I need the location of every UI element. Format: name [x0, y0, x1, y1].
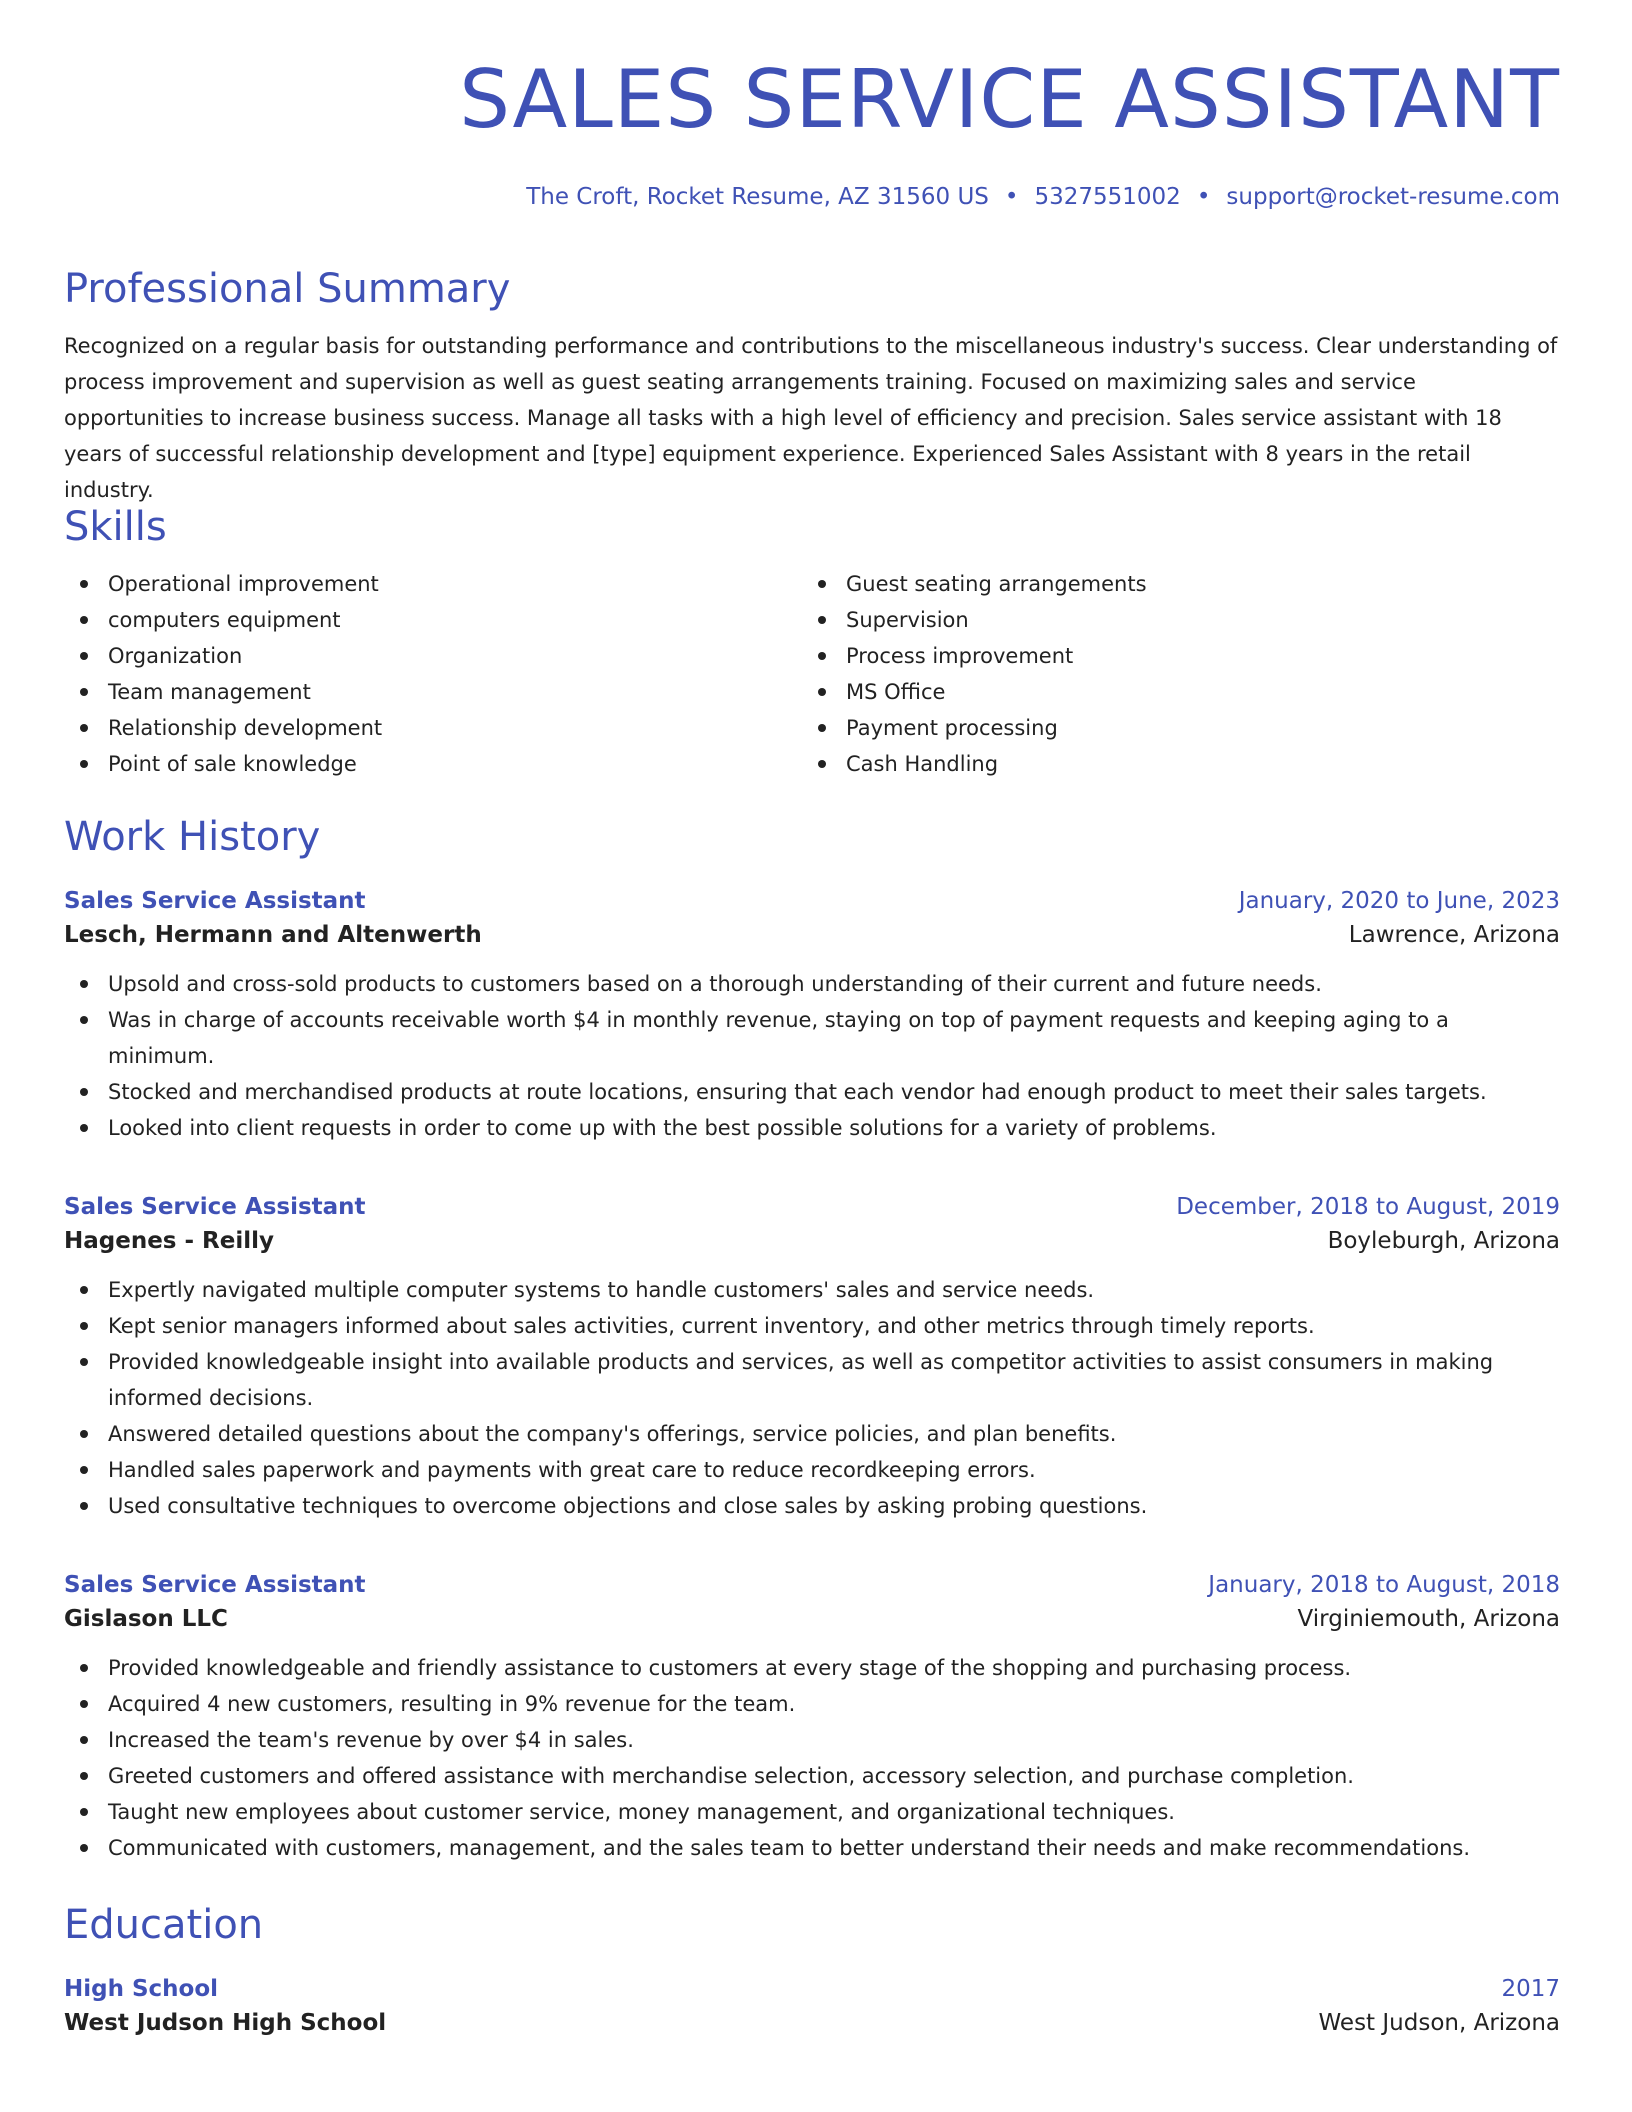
job-bullet: Stocked and merchandised products at route locations, ensuring that each vendor had enough product to meet their sales targets.	[64, 1074, 1560, 1110]
job-bullet: Used consultative techniques to overcome objections and close sales by asking probing questions.	[64, 1488, 1560, 1524]
job-role: Sales Service Assistant	[64, 888, 366, 914]
job-role: Sales Service Assistant	[64, 1194, 366, 1220]
skill-item: Process improvement	[802, 638, 1540, 674]
job-subheader	[64, 1600, 1560, 1638]
skill-item: Operational improvement	[64, 566, 802, 602]
skills-grid	[64, 566, 1560, 782]
job-bullet: Handled sales paperwork and payments with great care to reduce recordkeeping errors.	[64, 1452, 1560, 1488]
job-bullet: Acquired 4 new customers, resulting in 9% revenue for the team.	[64, 1686, 1560, 1722]
job-bullet: Expertly navigated multiple computer systems to handle customers' sales and service needs.	[64, 1272, 1560, 1308]
job-bullet: Answered detailed questions about the company's offerings, service policies, and plan benefits.	[64, 1416, 1560, 1452]
skill-item: MS Office	[802, 674, 1540, 710]
resume-page	[64, 52, 1560, 2042]
job-bullets	[64, 966, 1560, 1146]
contact-line	[64, 182, 1560, 212]
summary-text: Recognized on a regular basis for outstanding performance and contributions to the miscellaneous industry's success. Clear understanding of process improvement and supervision as well as guest seating arrangements training. Focused on maximizing sales and service opportunities to increase business success. Manage all tasks with a high level of efficiency and precision. Sales service assistant with 18 years of successful relationship development and [type] equipment experience. Experienced Sales Assistant with 8 years in the retail industry.	[64, 334, 1558, 502]
contact-separator: •	[1196, 184, 1211, 210]
job-bullet: Communicated with customers, management, and the sales team to better understand their needs and make recommendations.	[64, 1830, 1560, 1866]
job-bullet: Provided knowledgeable and friendly assistance to customers at every stage of the shopping and purchasing process.	[64, 1650, 1560, 1686]
education-school: West Judson High School	[64, 2010, 387, 2036]
job-location: Virginiemouth, Arizona	[1297, 1606, 1560, 1632]
job-bullets	[64, 1650, 1560, 1866]
skill-item: Supervision	[802, 602, 1540, 638]
skill-item: Organization	[64, 638, 802, 674]
candidate-title: SALES SERVICE ASSISTANT	[459, 53, 1560, 146]
job-entry	[64, 1184, 1560, 1524]
job-bullets	[64, 1272, 1560, 1524]
skills-column-left	[64, 566, 802, 782]
education-degree: High School	[64, 1976, 219, 2002]
job-dates: January, 2018 to August, 2018	[1208, 1572, 1560, 1598]
job-bullet: Taught new employees about customer service, money management, and organizational techniques.	[64, 1794, 1560, 1830]
contact-phone: 5327551002	[1034, 184, 1181, 210]
skill-item: computers equipment	[64, 602, 802, 638]
job-bullet: Looked into client requests in order to come up with the best possible solutions for a variety of problems.	[64, 1110, 1560, 1146]
job-location: Lawrence, Arizona	[1348, 922, 1560, 948]
education-heading: Education	[64, 1902, 264, 1948]
skills-column-right	[802, 566, 1540, 782]
job-header	[64, 1184, 1560, 1222]
education-year: 2017	[1501, 1976, 1560, 2002]
job-company: Lesch, Hermann and Altenwerth	[64, 922, 482, 948]
job-header	[64, 878, 1560, 916]
skill-item: Relationship development	[64, 710, 802, 746]
job-bullet: Kept senior managers informed about sales activities, current inventory, and other metrics through timely reports.	[64, 1308, 1560, 1344]
job-subheader	[64, 1222, 1560, 1260]
skill-item: Cash Handling	[802, 746, 1540, 782]
skills-heading: Skills	[64, 504, 167, 550]
job-location: Boyleburgh, Arizona	[1327, 1228, 1560, 1254]
job-dates: January, 2020 to June, 2023	[1238, 888, 1560, 914]
job-bullet: Upsold and cross-sold products to customers based on a thorough understanding of their current and future needs.	[64, 966, 1560, 1002]
skill-item: Payment processing	[802, 710, 1540, 746]
skill-item: Point of sale knowledge	[64, 746, 802, 782]
summary-heading: Professional Summary	[64, 266, 511, 312]
job-subheader	[64, 916, 1560, 954]
contact-email: support@rocket-resume.com	[1226, 184, 1560, 210]
job-bullet: Was in charge of accounts receivable worth $4 in monthly revenue, staying on top of payment requests and keeping aging to a minimum.	[64, 1002, 1560, 1074]
skill-item: Guest seating arrangements	[802, 566, 1540, 602]
contact-separator: •	[1004, 184, 1019, 210]
education-entry	[64, 1966, 1560, 2042]
job-entry	[64, 1562, 1560, 1866]
job-role: Sales Service Assistant	[64, 1572, 366, 1598]
job-company: Gislason LLC	[64, 1606, 228, 1632]
education-header	[64, 1966, 1560, 2004]
work-history-heading: Work History	[64, 814, 321, 860]
skill-item: Team management	[64, 674, 802, 710]
education-location: West Judson, Arizona	[1318, 2010, 1560, 2036]
contact-address: The Croft, Rocket Resume, AZ 31560 US	[526, 184, 989, 210]
job-company: Hagenes - Reilly	[64, 1228, 275, 1254]
education-subheader	[64, 2004, 1560, 2042]
job-header	[64, 1562, 1560, 1600]
job-bullet: Increased the team's revenue by over $4 in sales.	[64, 1722, 1560, 1758]
job-bullet: Provided knowledgeable insight into available products and services, as well as competitor activities to assist consumers in making informed decisions.	[64, 1344, 1560, 1416]
job-entry	[64, 878, 1560, 1146]
job-bullet: Greeted customers and offered assistance with merchandise selection, accessory selection, and purchase completion.	[64, 1758, 1560, 1794]
job-dates: December, 2018 to August, 2019	[1176, 1194, 1560, 1220]
